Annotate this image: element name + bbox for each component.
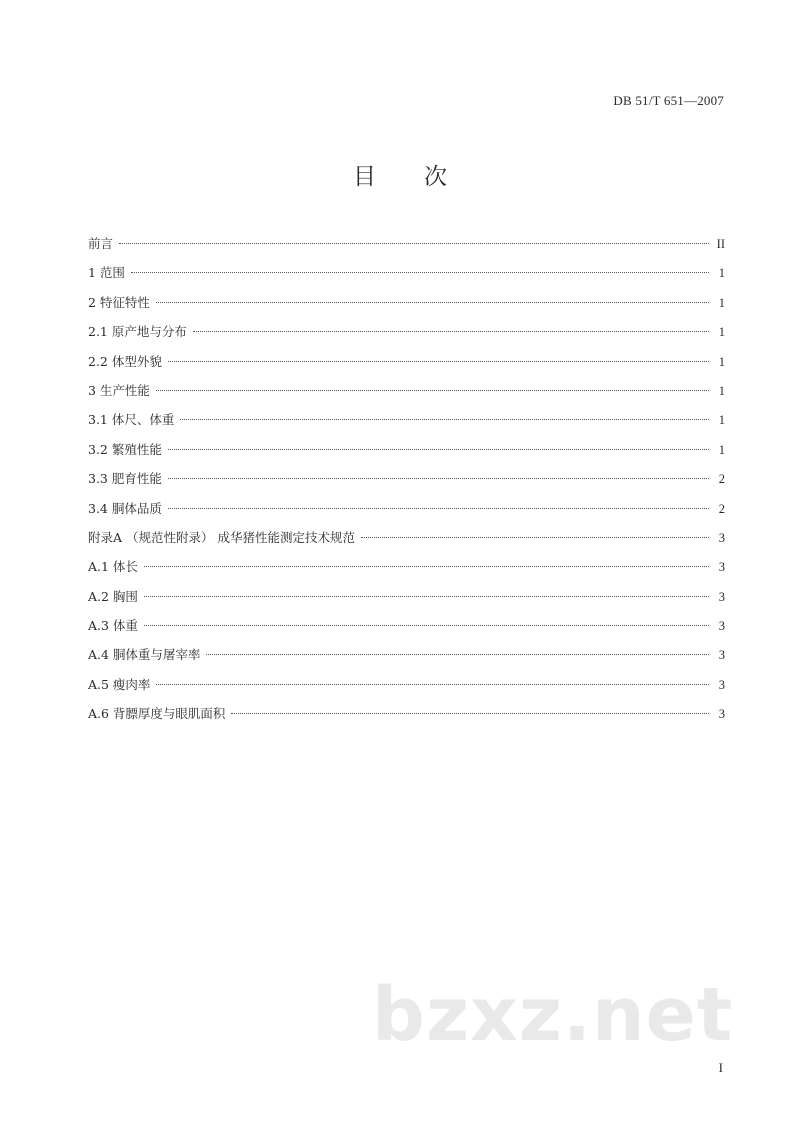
toc-entry-label: A.1 体长	[88, 559, 138, 575]
dot-leader	[156, 302, 709, 303]
toc-entry-label: 前言	[88, 236, 114, 251]
dot-leader	[168, 478, 709, 479]
toc-entry-3-3[interactable]	[88, 469, 725, 498]
toc-entry-label: 2.1 原产地与分布	[88, 324, 187, 340]
toc-entry-label: 3.4 胴体品质	[88, 500, 162, 516]
dot-leader	[144, 625, 709, 626]
title-char-right: 次	[424, 164, 447, 190]
dot-leader	[156, 390, 709, 391]
page-number: I	[718, 1060, 723, 1075]
toc-entry-page: 1	[718, 413, 725, 428]
toc-entry-a-3[interactable]	[88, 616, 725, 645]
toc-entry-label: 1 范围	[88, 265, 125, 281]
toc-entry-page: 1	[718, 354, 725, 369]
toc-entry-page: 3	[718, 530, 725, 545]
toc-entry-a-5[interactable]	[88, 675, 725, 704]
toc-entry-2-2[interactable]	[88, 352, 725, 381]
toc-entry-page: 3	[718, 619, 725, 634]
toc-entry-3-4[interactable]	[88, 499, 725, 528]
toc-entry-2-1[interactable]	[88, 322, 725, 351]
toc-entry-1[interactable]	[88, 263, 725, 292]
toc-entry-label: 2 特征特性	[88, 294, 150, 310]
toc-entry-page: 1	[718, 325, 725, 340]
dot-leader	[119, 243, 709, 244]
dot-leader	[144, 596, 709, 597]
toc-entry-page: 3	[718, 707, 725, 722]
toc-entry-3[interactable]	[88, 381, 725, 410]
toc-entry-a-1[interactable]	[88, 557, 725, 586]
dot-leader	[131, 272, 709, 273]
toc-entry-label: A.3 体重	[88, 618, 138, 634]
toc-entry-page: 1	[718, 442, 725, 457]
toc-entry-foreword[interactable]	[88, 234, 725, 263]
title-char-left: 目	[353, 164, 376, 190]
toc-entry-2[interactable]	[88, 293, 725, 322]
toc-entry-label: A.6 背膘厚度与眼肌面积	[88, 706, 226, 722]
dot-leader	[156, 684, 709, 685]
dot-leader	[206, 654, 709, 655]
dot-leader	[180, 419, 709, 420]
toc-entry-3-2[interactable]	[88, 440, 725, 469]
toc-entry-label: 3.2 繁殖性能	[88, 441, 162, 457]
toc-entry-a-2[interactable]	[88, 587, 725, 616]
dot-leader	[168, 449, 709, 450]
toc-entry-label: 2.2 体型外貌	[88, 353, 162, 369]
toc-entry-page: 1	[718, 383, 725, 398]
watermark-text: bzxz.net	[372, 972, 734, 1058]
page-title	[0, 158, 800, 191]
toc-entry-a-4[interactable]	[88, 645, 725, 674]
table-of-contents	[88, 234, 725, 734]
dot-leader	[361, 537, 709, 538]
dot-leader	[168, 361, 709, 362]
toc-entry-page: 1	[718, 266, 725, 281]
dot-leader	[193, 331, 709, 332]
dot-leader	[168, 508, 709, 509]
dot-leader	[144, 566, 709, 567]
toc-entry-page: 3	[718, 560, 725, 575]
toc-entry-page: 1	[718, 295, 725, 310]
toc-entry-label: A.5 瘦肉率	[88, 676, 151, 692]
toc-entry-label: 3 生产性能	[88, 382, 150, 398]
toc-entry-page: 3	[718, 648, 725, 663]
toc-entry-page: 2	[718, 472, 725, 487]
toc-entry-label: A.2 胸围	[88, 588, 138, 604]
toc-entry-label: 3.1 体尺、体重	[88, 412, 175, 428]
toc-entry-page: 3	[718, 589, 725, 604]
dot-leader	[231, 713, 709, 714]
toc-entry-label: 3.3 肥育性能	[88, 471, 162, 487]
toc-entry-page: 3	[718, 677, 725, 692]
toc-entry-page: 2	[718, 501, 725, 516]
toc-entry-page: II	[716, 237, 725, 251]
document-code: DB 51/T 651—2007	[613, 93, 724, 108]
toc-entry-appendix-a[interactable]	[88, 528, 725, 557]
toc-entry-label: 附录A （规范性附录） 成华猪性能测定技术规范	[88, 529, 355, 545]
toc-entry-a-6[interactable]	[88, 704, 725, 733]
toc-entry-label: A.4 胴体重与屠宰率	[88, 647, 201, 663]
toc-entry-3-1[interactable]	[88, 410, 725, 439]
